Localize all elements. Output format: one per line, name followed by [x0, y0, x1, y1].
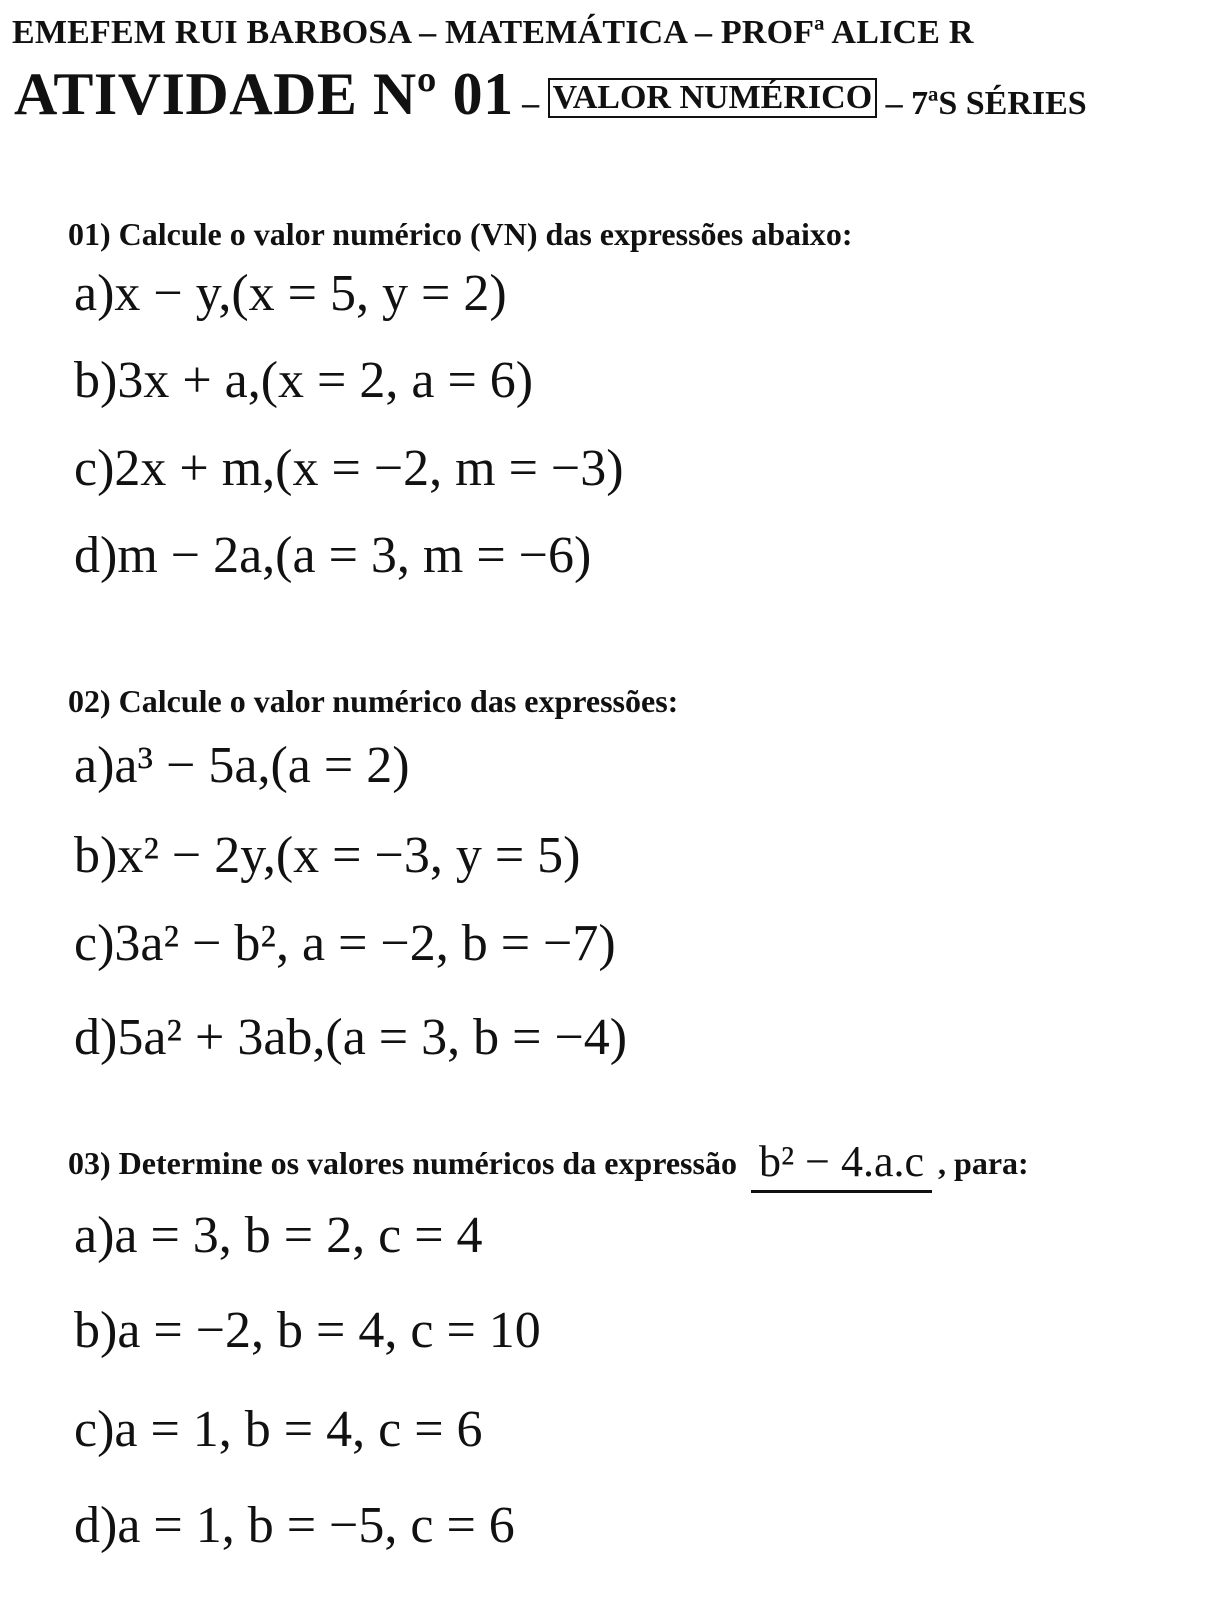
q2-title: 02) Calcule o valor numérico das expressões: [68, 683, 679, 719]
q3-item-b: b)a = −2, b = 4, c = 10 [74, 1302, 541, 1359]
discriminant-formula: b² − 4.a.c [751, 1140, 932, 1193]
q3-title-end: , para: [938, 1145, 1029, 1181]
separator: – [513, 85, 548, 122]
q3-item-d: d)a = 1, b = −5, c = 6 [74, 1497, 515, 1554]
activity-title [14, 60, 1087, 129]
q2-item-b: b)x² − 2y,(x = −3, y = 5) [74, 827, 581, 884]
q3-title-text: 03) Determine os valores numéricos da expressão [68, 1145, 737, 1181]
q3-title [68, 1137, 1029, 1193]
q2-item-c: c)3a² − b², a = −2, b = −7) [74, 915, 616, 972]
activity-number: ATIVIDADE Nº 01 [14, 61, 514, 127]
q3-item-c: c)a = 1, b = 4, c = 6 [74, 1401, 483, 1458]
q1-item-b: b)3x + a,(x = 2, a = 6) [74, 352, 534, 409]
q3-item-a: a)a = 3, b = 2, c = 4 [74, 1207, 483, 1264]
school-header: EMEFEM RUI BARBOSA – MATEMÁTICA – PROFª ALICE R [12, 14, 974, 51]
grade-label: – 7ªS SÉRIES [877, 85, 1087, 122]
q1-item-d: d)m − 2a,(a = 3, m = −6) [74, 527, 592, 584]
topic-box: VALOR NUMÉRICO [548, 78, 878, 118]
q2-item-a: a)a³ − 5a,(a = 2) [74, 737, 410, 794]
q2-item-d: d)5a² + 3ab,(a = 3, b = −4) [74, 1009, 628, 1066]
q1-item-a: a)x − y,(x = 5, y = 2) [74, 265, 507, 322]
q1-title: 01) Calcule o valor numérico (VN) das expressões abaixo: [68, 216, 853, 252]
q1-item-c: c)2x + m,(x = −2, m = −3) [74, 440, 624, 497]
